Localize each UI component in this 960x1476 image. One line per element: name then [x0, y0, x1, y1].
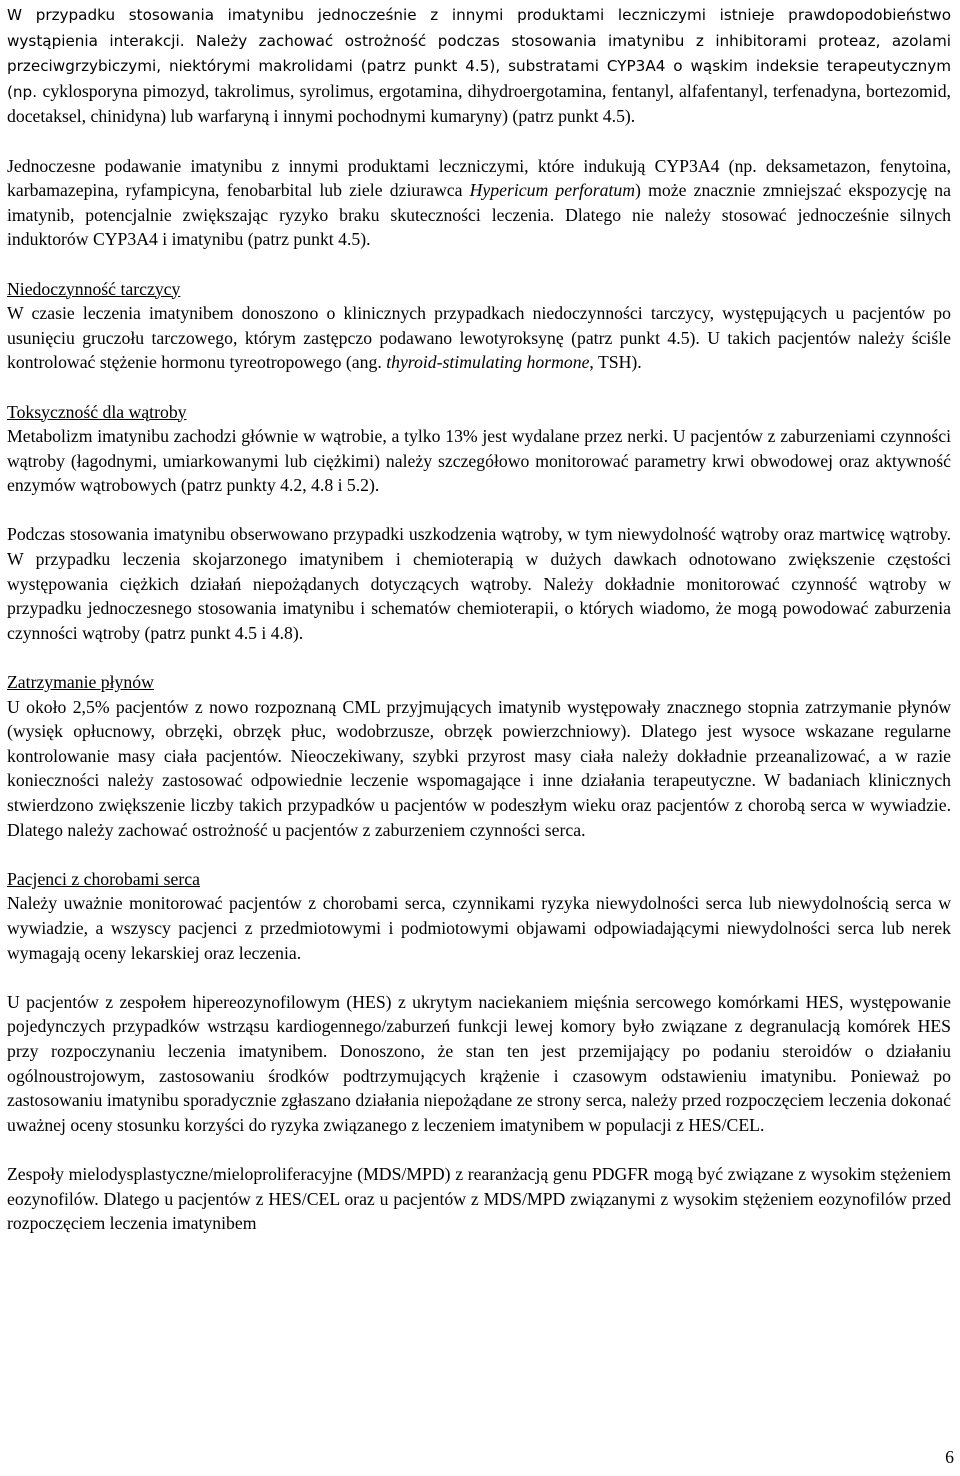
hepatotox-paragraph-2: Podczas stosowania imatynibu obserwowano przypadki uszkodzenia wątroby, w tym niewydolność wątroby oraz martwicę wątroby. W przypadku leczenia skojarzonego imatynibem i chemioterapią w dużych dawkach odnotowano zwiększenie częstości występowania ciężkich działań niepożądanych dotyczących wątroby. Należy dokładnie monitorować czynność wątroby w przypadku jednoczesnego stosowania imatynibu i schematów chemioterapii, o których wiadomo, że mogą powodować zaburzenia czynności wątroby (patrz punkt 4.5 i 4.8). — [7, 524, 952, 643]
interaction-text-serif: cyklosporyna pimozyd, takrolimus, syrolimus, ergotamina, dihydroergotamina, fentanyl, alfafentanyl, terfenadyna, bortezomid, docetaksel, chinidyna) lub warfaryną i innymi pochodnymi kumaryny) (patrz punkt 4.5). — [7, 80, 951, 127]
hypothyroid-paragraph — [7, 301, 951, 375]
hypothyroid-heading: Niedoczynność tarczycy — [7, 278, 181, 299]
inducer-text-b: ) może znacznie zmniejszać ekspozycję na imatynib, potencjalnie zwiększając ryzyko braku skuteczności leczenia. Dlatego nie należy stosować jednocześnie silnych induktorów CYP3A4 i imatynibu (patrz punkt 4.5). — [7, 180, 951, 250]
interaction-paragraph — [7, 2, 951, 129]
hypothyroid-text-italic: thyroid-stimulating hormone — [386, 352, 590, 373]
fluid-paragraph: U około 2,5% pacjentów z nowo rozpoznaną CML przyjmujących imatynib występowały znacznego stopnia zatrzymanie płynów (wysięk opłucnowy, obrzęki, obrzęk płuc, wodobrzusze, obrzęk powierzchniowy). Dlatego jest wysoce wskazane regularne kontrolowanie masy ciała pacjentów. Nieoczekiwany, szybki przyrost masy ciała należy dokładnie przeanalizować, a w razie konieczności należy zastosować odpowiednie leczenie wspomagające i inne działania terapeutyczne. W badaniach klinicznych stwierdzono zwiększenie liczby takich przypadków u pacjentów w podeszłym wieku oraz pacjentów z chorobą serca w wywiadzie. Dlatego należy zachować ostrożność u pacjentów z zaburzeniem czynności serca. — [7, 696, 951, 840]
cardiac-paragraph-1: Należy uważnie monitorować pacjentów z chorobami serca, czynnikami ryzyka niewydolności serca lub niewydolnością serca w wywiadzie, a wszyscy pacjenci z przedmiotowymi i podmiotowymi objawami odpowiadającymi niewydolności serca lub nerek wymagają oceny lekarskiej oraz leczenia. — [7, 893, 951, 963]
interaction-text-sans: W przypadku stosowania imatynibu jednocześnie z innymi produktami leczniczymi istnieje prawdopodobieństwo wystąpienia interakcji. Należy zachować ostrożność podczas stosowania imatynibu z inhibitorami proteaz, azolami przeciwgrzybiczymi, niektórymi makrolidami (patrz punkt 4.5), substratami CYP3A4 o wąskim indeksie terapeutycznym (np. — [7, 6, 951, 101]
cardiac-paragraph-2: U pacjentów z zespołem hipereozynofilowym (HES) z ukrytym naciekaniem mięśnia sercowego komórkami HES, występowanie pojedynczych przypadków wstrząsu kardiogennego/zaburzeń funkcji lewej komory było związane z degranulacją komórek HES przy rozpoczynaniu leczenia imatynibem. Donoszono, że stan ten jest przemijający po podaniu steroidów o działaniu ogólnoustrojowym, zastosowaniu środków podtrzymujących krążenie i czasowym odstawieniu imatynibu. Ponieważ po zastosowaniu imatynibu sporadycznie zgłaszano działania niepożądane ze strony serca, należy przed rozpoczęciem leczenia dokonać uważnej oceny stosunku korzyści do ryzyka związanego z leczeniem imatynibem w populacji z HES/CEL. — [7, 991, 951, 1135]
hypothyroid-text-b: , TSH). — [589, 352, 642, 373]
inducer-text-italic: Hypericum perforatum — [469, 180, 636, 201]
inducer-text-a: Jednoczesne podawanie imatynibu z innymi produktami leczniczymi, które indukują CYP3A4 (np. deksametazon, fenytoina, karbamazepina, ryfampicyna, fenobarbital lub ziele dziurawca — [7, 155, 951, 201]
fluid-heading: Zatrzymanie płynów — [7, 672, 154, 693]
cardiac-heading: Pacjenci z chorobami serca — [7, 868, 200, 889]
hypothyroid-text-a: W czasie leczenia imatynibem donoszono o klinicznych przypadkach niedoczynności tarczycy, występujących u pacjentów po usunięciu gruczołu tarczowego, którym zastępczo podawano lewotyroksynę (patrz punkt 4.5). U takich pacjentów należy ściśle kontrolować stężenie hormonu tyreotropowego (ang. — [7, 303, 951, 373]
hepatotox-paragraph-1: Metabolizm imatynibu zachodzi głównie w wątrobie, a tylko 13% jest wydalane przez nerki. U pacjentów z zaburzeniami czynności wątroby (łagodnymi, umiarkowanymi lub ciężkimi) należy szczegółowo monitorować parametry krwi obwodowej oraz aktywność enzymów wątrobowych (patrz punkty 4.2, 4.8 i 5.2). — [7, 426, 951, 496]
document-page — [7, 2, 951, 1236]
inducer-paragraph — [7, 154, 951, 252]
cardiac-paragraph-3: Zespoły mielodysplastyczne/mieloproliferacyjne (MDS/MPD) z rearanżacją genu PDGFR mogą być związane z wysokim stężeniem eozynofilów. Dlatego u pacjentów z HES/CEL oraz u pacjentów z MDS/MPD związanymi z wysokim stężeniem eozynofilów przed rozpoczęciem leczenia imatynibem — [7, 1163, 951, 1234]
page-number: 6 — [945, 1447, 954, 1467]
hepatotox-heading: Toksyczność dla wątroby — [7, 401, 187, 422]
